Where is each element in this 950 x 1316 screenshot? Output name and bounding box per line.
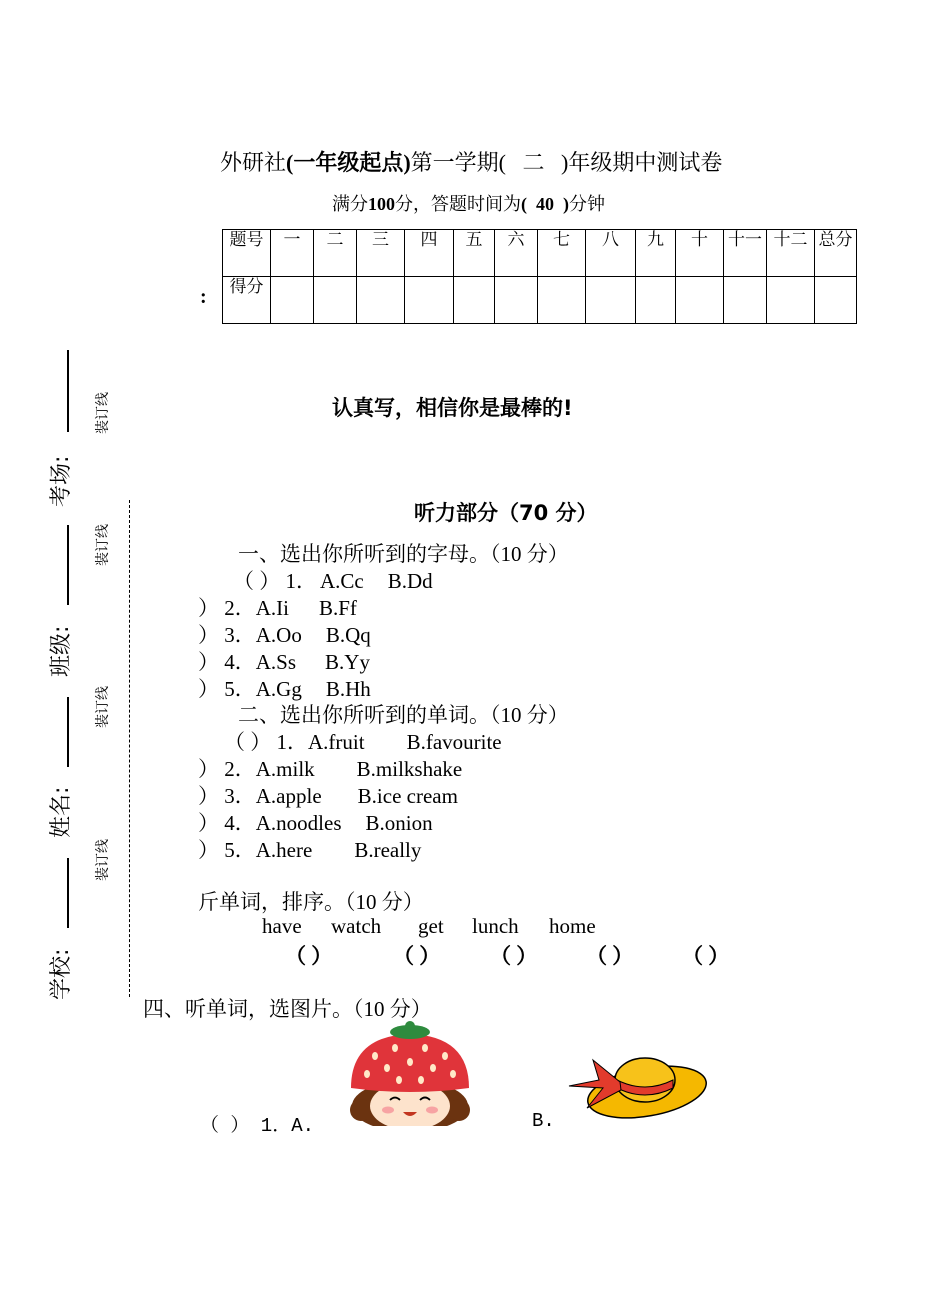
field-exam-room: 考场:	[49, 455, 74, 507]
score-cell[interactable]	[636, 277, 676, 324]
part4-item-1: （ ） 1．A.	[200, 1115, 315, 1137]
strawberry-girl-picture[interactable]	[345, 1018, 475, 1126]
score-cell[interactable]	[767, 277, 815, 324]
exam-subtitle: 满分100分，答题时间为( 40 )分钟	[332, 194, 605, 214]
list-item: ） 5．A.here B.really	[198, 838, 422, 862]
list-item: ） 4．A.Ss B.Yy	[198, 650, 370, 674]
score-cell[interactable]	[815, 277, 857, 324]
part2-heading: 二、选出你所听到的单词。（10 分）	[238, 703, 569, 727]
part3-heading: 斤单词，排序。（10 分）	[198, 890, 424, 914]
binding-line-label: 装订线	[95, 839, 111, 881]
list-item: （ ） 1． A.Cc B.Dd	[233, 569, 433, 593]
field-class: 班级:	[49, 625, 74, 677]
score-cell[interactable]	[405, 277, 454, 324]
word-watch: watch	[331, 914, 382, 938]
word-get: get	[418, 914, 444, 938]
listening-section-title: 听力部分（70 分）	[414, 501, 598, 525]
score-cell[interactable]	[676, 277, 724, 324]
list-item: ） 3．A.Oo B.Qq	[198, 623, 371, 647]
list-item: ） 4．A.noodles B.onion	[198, 811, 433, 835]
list-item: ） 2．A.Ii B.Ff	[198, 596, 357, 620]
binding-line-label: 装订线	[95, 524, 111, 566]
binding-dashed-line	[129, 500, 130, 997]
list-item: ） 2．A.milk B.milkshake	[198, 757, 463, 781]
blank-line	[67, 858, 69, 928]
field-name: 姓名:	[49, 786, 74, 838]
binding-line-label: 装订线	[95, 392, 111, 434]
list-item: ） 3．A.apple B.ice cream	[198, 784, 458, 808]
grade: 二	[522, 150, 545, 175]
part4-heading: 四、听单词，选图片。（10 分）	[143, 997, 432, 1021]
part4-option-b: B.	[532, 1110, 555, 1132]
score-cell[interactable]	[271, 277, 314, 324]
row-label-score: 得分	[223, 277, 271, 324]
score-cell[interactable]	[357, 277, 405, 324]
exam-title: 外研社(一年级起点)第一学期( 二 )年级期中测试卷	[220, 150, 723, 175]
answer-blank[interactable]: （ ）	[682, 944, 730, 968]
blank-line	[67, 697, 69, 767]
word-home: home	[549, 914, 596, 938]
score-cell[interactable]	[495, 277, 538, 324]
part1-heading: 一、选出你所听到的字母。（10 分）	[238, 542, 569, 566]
binding-line-label: 装订线	[95, 686, 111, 728]
word-have: have	[262, 914, 302, 938]
answer-blank[interactable]: （ ）	[586, 944, 634, 968]
score-cell[interactable]	[454, 277, 495, 324]
score-cell[interactable]	[538, 277, 586, 324]
row-label-question: 题号	[223, 230, 271, 277]
answer-blank[interactable]: （ ）	[393, 944, 441, 968]
colon-mark: :	[200, 286, 207, 308]
field-school: 学校:	[49, 948, 74, 1000]
answer-blank[interactable]: （ ）	[285, 944, 333, 968]
straw-hat-picture[interactable]	[565, 1050, 710, 1122]
blank-line	[67, 525, 69, 605]
score-cell[interactable]	[314, 277, 357, 324]
score-cell[interactable]	[586, 277, 636, 324]
word-lunch: lunch	[472, 914, 519, 938]
score-cell[interactable]	[724, 277, 767, 324]
score-table: 题号 一 二 三 四 五 六 七 八 九 十 十一 十二 总分 得分	[222, 229, 857, 324]
answer-blank[interactable]: （ ）	[490, 944, 538, 968]
motto: 认真写，相信你是最棒的!	[332, 396, 573, 420]
list-item: ） 5．A.Gg B.Hh	[198, 677, 371, 701]
blank-line	[67, 350, 69, 432]
list-item: （ ） 1．A.fruit B.favourite	[224, 730, 502, 754]
